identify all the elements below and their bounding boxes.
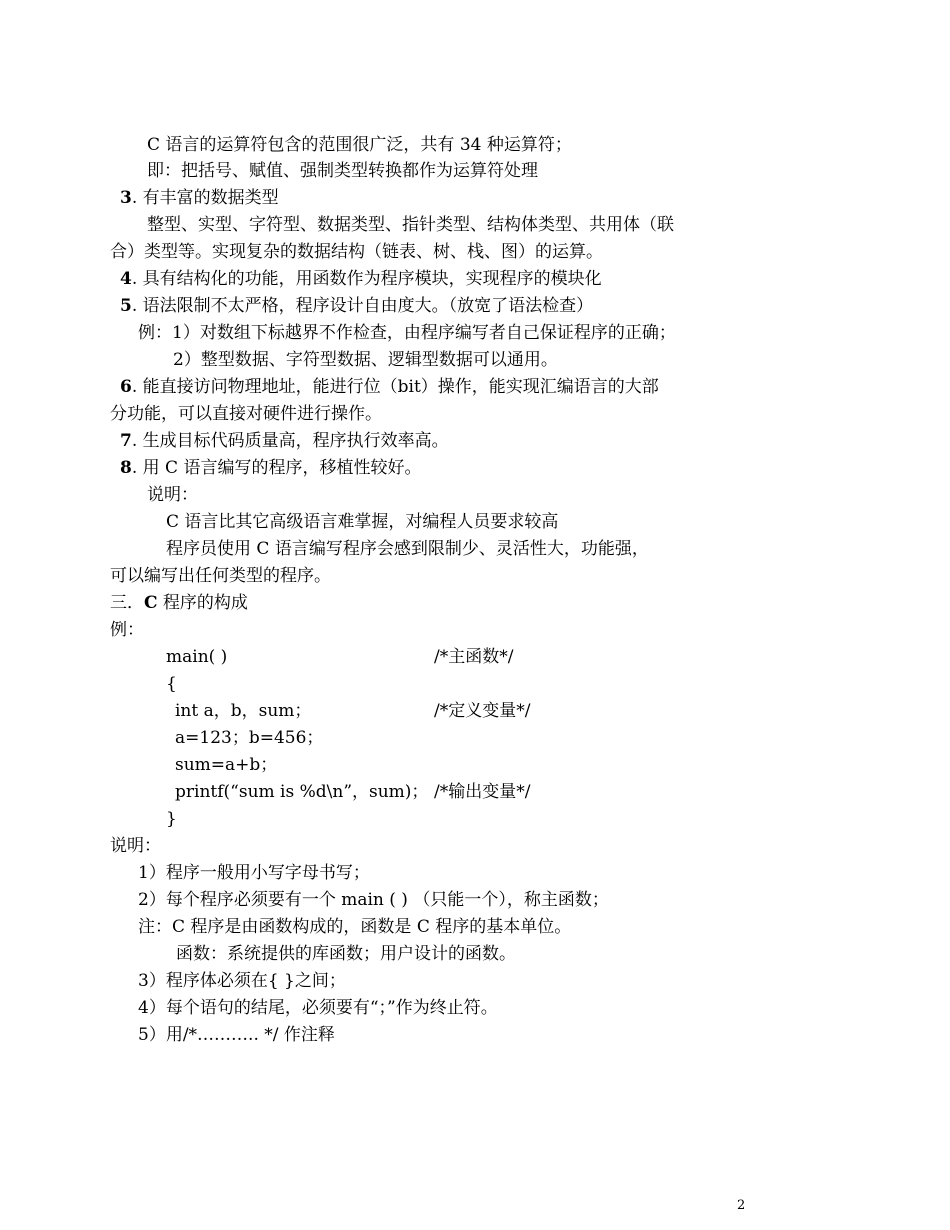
code-comment: /*主函数*/ xyxy=(434,647,514,667)
text-line: 合）类型等。实现复杂的数据结构（链表、树、栈、图）的运算。 xyxy=(110,242,603,262)
list-item-text: . 能直接访问物理地址，能进行位（bit）操作，能实现汇编语言的大部 xyxy=(131,377,659,397)
text-line: 例：1）对数组下标越界不作检查，由程序编写者自己保证程序的正确； xyxy=(138,323,676,343)
list-number: 3 xyxy=(120,188,132,208)
text-line: 说明： xyxy=(147,485,198,505)
list-number: 8 xyxy=(120,458,132,478)
code-comment: /*定义变量*/ xyxy=(434,701,531,721)
note-item: 2）每个程序必须要有一个 main ( ) （只能一个），称主函数； xyxy=(138,890,609,910)
text-line: C 语言的运算符包含的范围很广泛，共有 34 种运算符； xyxy=(147,135,572,155)
note-item: 函数：系统提供的库函数；用户设计的函数。 xyxy=(176,944,516,964)
list-number: 4 xyxy=(120,269,132,289)
notes-heading: 说明： xyxy=(110,836,161,856)
code-line: sum=a+b； xyxy=(175,755,278,775)
list-item xyxy=(120,457,421,479)
list-item-text: . 用 C 语言编写的程序，移植性较好。 xyxy=(131,458,422,478)
list-item xyxy=(120,187,279,209)
list-number: 6 xyxy=(120,377,132,397)
list-item xyxy=(120,430,449,452)
list-number: 5 xyxy=(120,296,132,316)
note-item: 1）程序一般用小写字母书写； xyxy=(138,863,370,883)
text-line: 程序员使用 C 语言编写程序会感到限制少、灵活性大，功能强， xyxy=(166,539,649,559)
code-line: } xyxy=(166,809,177,829)
text-line: 整型、实型、字符型、数据类型、指针类型、结构体类型、共用体（联 xyxy=(147,215,674,235)
list-item-text: . 生成目标代码质量高，程序执行效率高。 xyxy=(131,431,449,451)
text-line: 即：把括号、赋值、强制类型转换都作为运算符处理 xyxy=(147,161,538,181)
note-item: 4）每个语句的结尾，必须要有“；”作为终止符。 xyxy=(138,998,498,1018)
code-line: int a，b，sum； xyxy=(175,701,312,721)
list-item-text: . 语法限制不太严格，程序设计自由度大。（放宽了语法检查） xyxy=(131,296,594,316)
text-line: 2）整型数据、字符型数据、逻辑型数据可以通用。 xyxy=(173,350,558,370)
text-line: 可以编写出任何类型的程序。 xyxy=(110,566,331,586)
list-item xyxy=(120,376,659,398)
note-item: 3）程序体必须在{ }之间； xyxy=(138,971,346,991)
section-heading-bold: C xyxy=(144,593,158,613)
list-item xyxy=(120,268,602,290)
code-line: printf(“sum is %d\n”，sum)； xyxy=(175,782,429,802)
code-line: { xyxy=(166,674,177,694)
list-item xyxy=(120,295,593,317)
code-comment: /*输出变量*/ xyxy=(434,782,531,802)
code-line: a=123；b=456； xyxy=(175,728,324,748)
list-number: 7 xyxy=(120,431,132,451)
note-item: 注：C 程序是由函数构成的，函数是 C 程序的基本单位。 xyxy=(138,917,572,937)
list-item-text: . 有丰富的数据类型 xyxy=(131,188,279,208)
section-number: 三． xyxy=(110,593,144,613)
note-item: 5）用/*……….. */ 作注释 xyxy=(138,1025,335,1045)
text-line: 分功能，可以直接对硬件进行操作。 xyxy=(110,404,382,424)
text-line: C 语言比其它高级语言难掌握，对编程人员要求较高 xyxy=(166,512,559,532)
text-line: 例： xyxy=(110,620,144,640)
list-item-text: . 具有结构化的功能，用函数作为程序模块，实现程序的模块化 xyxy=(131,269,602,289)
section-heading-text: 程序的构成 xyxy=(157,593,248,613)
section-heading xyxy=(110,592,248,614)
code-line: main( ) xyxy=(166,647,228,667)
page-number: 2 xyxy=(737,1198,746,1213)
